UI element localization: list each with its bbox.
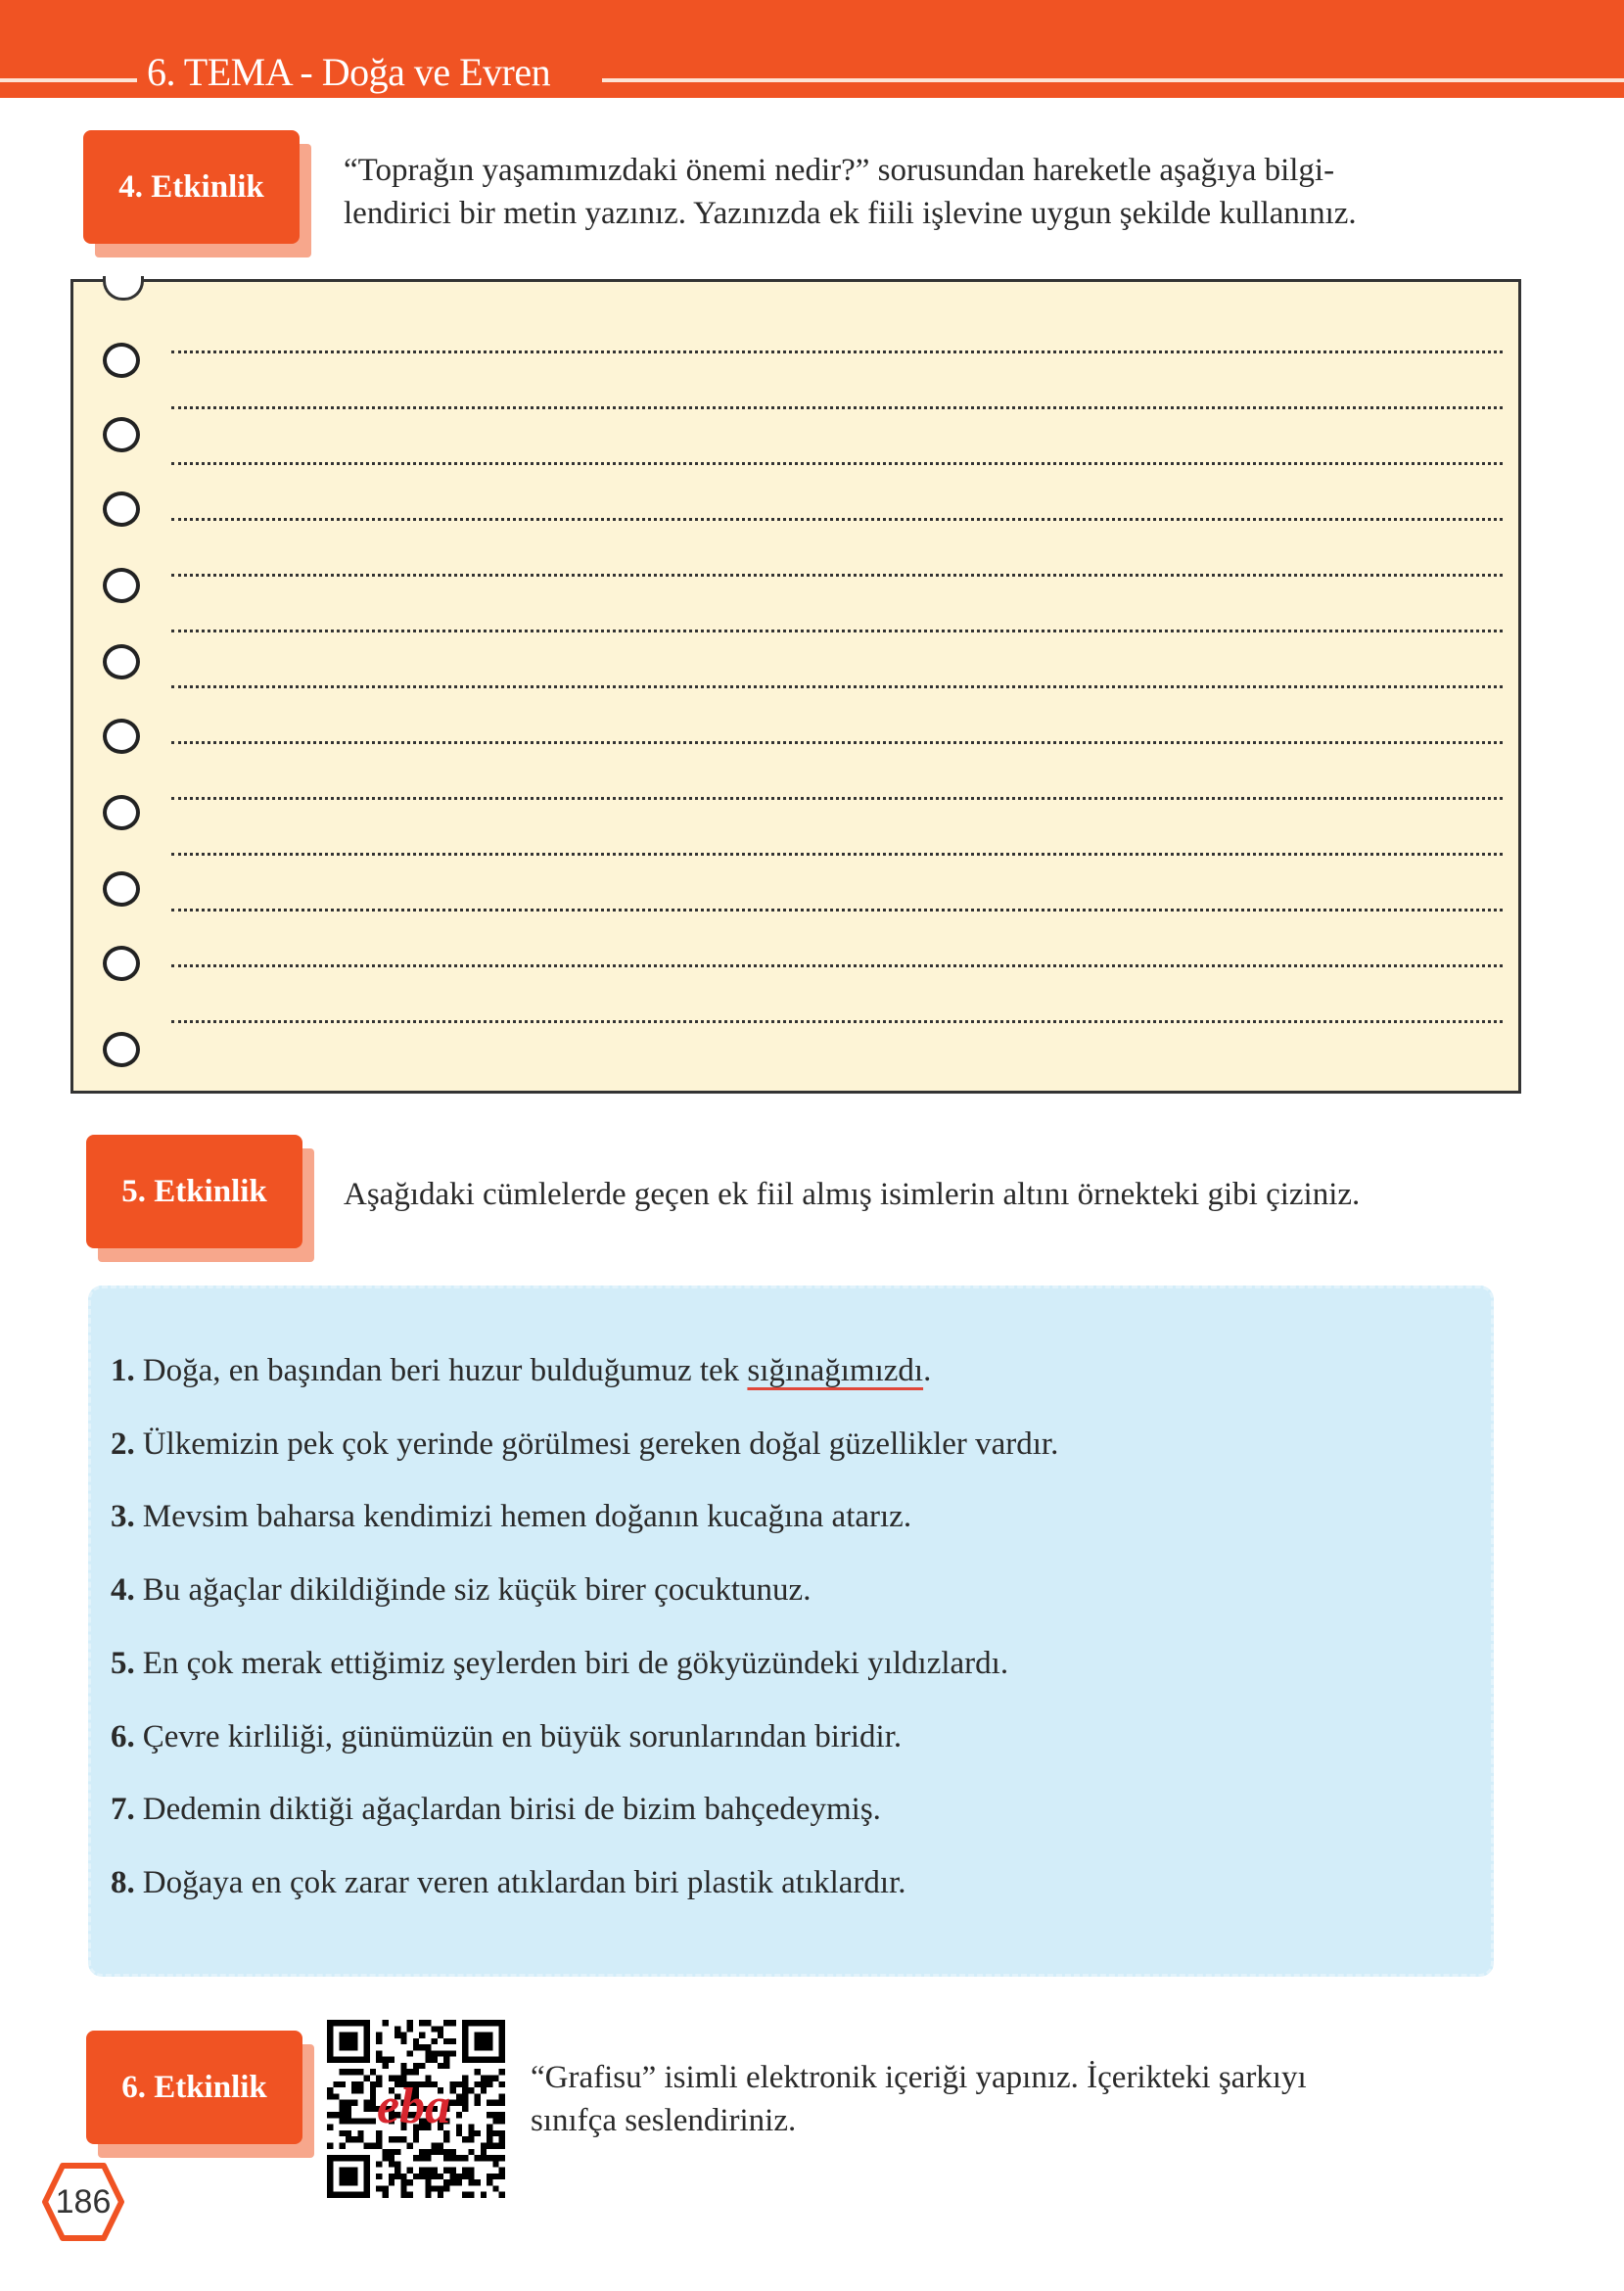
- writing-line[interactable]: [171, 685, 1503, 688]
- instruction-line: “Toprağın yaşamımızdaki önemi nedir?” sorusundan hareketle aşağıya bilgi-: [344, 153, 1335, 188]
- writing-line[interactable]: [171, 406, 1503, 409]
- item-text: Ülkemizin pek çok yerinde görülmesi gereken doğal güzellikler vardır.: [142, 1426, 1059, 1462]
- sentence-item: [111, 1426, 1058, 1463]
- item-number: 3.: [111, 1499, 135, 1535]
- binder-hole-icon: [103, 568, 140, 603]
- writing-line[interactable]: [171, 518, 1503, 521]
- activity-6-label: 6. Etkinlik: [86, 2031, 302, 2144]
- sentence-item: [111, 1792, 881, 1828]
- sentence-item: [111, 1646, 1008, 1682]
- item-text: Mevsim baharsa kendimizi hemen doğanın kucağına atarız.: [142, 1499, 912, 1535]
- sentence-item-example: [111, 1353, 931, 1389]
- binder-hole-icon: [103, 719, 140, 754]
- item-text: Doğa, en başından beri huzur bulduğumuz tek: [142, 1353, 748, 1388]
- writing-line[interactable]: [171, 462, 1503, 465]
- binder-hole-icon: [103, 795, 140, 830]
- theme-header-bar: [0, 0, 1624, 98]
- binder-hole-icon: [103, 644, 140, 679]
- writing-line[interactable]: [171, 964, 1503, 967]
- underlined-word: sığınağımızdı: [747, 1353, 924, 1388]
- writing-line[interactable]: [171, 797, 1503, 800]
- instruction-line: sınıfça seslendiriniz.: [531, 2103, 797, 2138]
- page-number: 186: [55, 2182, 112, 2221]
- writing-line[interactable]: [171, 351, 1503, 353]
- writing-line[interactable]: [171, 909, 1503, 912]
- activity-4-label: 4. Etkinlik: [83, 130, 300, 244]
- activity-5-badge: [86, 1135, 302, 1248]
- item-number: 2.: [111, 1426, 135, 1462]
- sentence-item: [111, 1572, 811, 1609]
- binder-hole-icon: [103, 946, 140, 981]
- header-rule-right: [602, 78, 1624, 82]
- binder-hole-icon: [103, 343, 140, 378]
- item-text: Bu ağaçlar dikildiğinde siz küçük birer çocuktunuz.: [142, 1572, 812, 1609]
- activity-4-instruction: [344, 149, 1357, 235]
- sentence-item: [111, 1865, 906, 1901]
- item-text: Doğaya en çok zarar veren atıklardan biri plastik atıklardır.: [142, 1864, 906, 1900]
- activity-6-badge: [86, 2031, 302, 2144]
- binder-hole-icon: [103, 417, 140, 452]
- item-text: En çok merak ettiğimiz şeylerden biri de gökyüzündeki yıldızlardı.: [142, 1645, 1009, 1681]
- item-number: 6.: [111, 1718, 135, 1754]
- item-punct: .: [923, 1353, 932, 1388]
- item-number: 1.: [111, 1353, 135, 1388]
- header-rule-left: [0, 78, 137, 82]
- sentence-item: [111, 1499, 911, 1535]
- writing-line[interactable]: [171, 574, 1503, 577]
- writing-line[interactable]: [171, 853, 1503, 856]
- activity-5-instruction: Aşağıdaki cümlelerde geçen ek fiil almış isimlerin altını örnekteki gibi çiziniz.: [344, 1177, 1361, 1212]
- theme-title: 6. TEMA - Doğa ve Evren: [147, 50, 551, 94]
- item-number: 4.: [111, 1572, 135, 1609]
- writing-notebook-area[interactable]: [70, 279, 1521, 1094]
- item-text: Çevre kirliliği, günümüzün en büyük sorunlarından biridir.: [142, 1718, 903, 1754]
- binder-hole-icon: [103, 871, 140, 907]
- activity-6-instruction: [531, 2056, 1307, 2142]
- page-number-badge: [41, 2162, 125, 2242]
- notebook-top-hole: [103, 276, 144, 301]
- binder-hole-icon: [103, 491, 140, 527]
- activity-4-badge: [83, 130, 300, 244]
- eba-logo: eba: [377, 2079, 451, 2134]
- writing-line[interactable]: [171, 630, 1503, 632]
- sentence-item: [111, 1719, 902, 1755]
- item-number: 5.: [111, 1645, 135, 1681]
- instruction-line: lendirici bir metin yazınız. Yazınızda ek fiili işlevine uygun şekilde kullanınız.: [344, 196, 1357, 231]
- item-text: Dedemin diktiği ağaçlardan birisi de bizim bahçedeymiş.: [142, 1792, 881, 1828]
- writing-line[interactable]: [171, 1020, 1503, 1023]
- writing-line[interactable]: [171, 741, 1503, 744]
- item-number: 7.: [111, 1792, 135, 1828]
- activity-5-label: 5. Etkinlik: [86, 1135, 302, 1248]
- binder-hole-icon: [103, 1032, 140, 1067]
- instruction-line: “Grafisu” isimli elektronik içeriği yapınız. İçerikteki şarkıyı: [531, 2060, 1307, 2095]
- item-number: 8.: [111, 1864, 135, 1900]
